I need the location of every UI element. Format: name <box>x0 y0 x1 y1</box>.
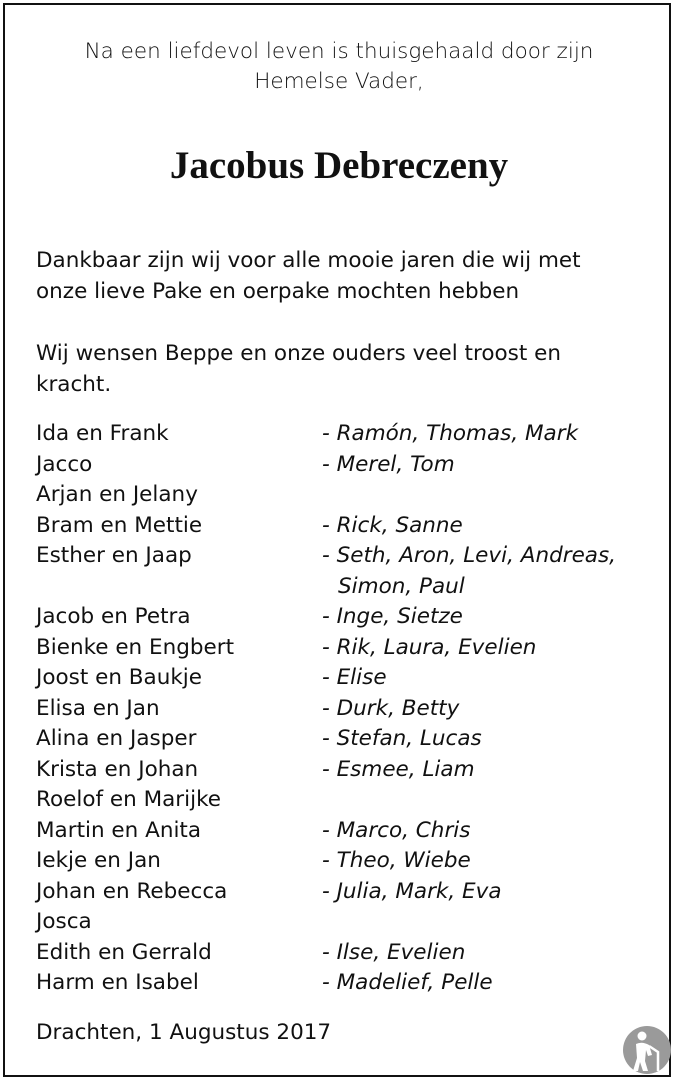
deceased-name: Jacobus Debreczeny <box>169 144 509 187</box>
gratitude-line-2: onze lieve Pake en oerpake mochten hebben <box>36 278 520 304</box>
children-names: - Esmee, Liam <box>322 756 475 782</box>
children-names: - Stefan, Lucas <box>322 726 482 751</box>
list-item <box>36 785 656 816</box>
parents-name: Bienke en Engbert <box>36 634 235 660</box>
list-item <box>36 541 656 602</box>
list-item <box>36 694 656 725</box>
place-date: Drachten, 1 Augustus 2017 <box>36 1020 332 1045</box>
list-item <box>36 450 656 481</box>
gratitude-paragraph <box>36 246 636 307</box>
list-item <box>36 755 656 786</box>
children-names: - Theo, Wiebe <box>322 848 471 873</box>
children-names <box>322 541 652 602</box>
list-item <box>36 968 656 999</box>
parents-name: Alina en Jasper <box>36 726 197 751</box>
list-item <box>36 846 656 877</box>
parents-name: Jacco <box>36 451 93 477</box>
parents-name: Iekje en Jan <box>36 848 161 873</box>
intro-line-2: Hemelse Vader, <box>254 69 424 94</box>
parents-name: Edith en Gerrald <box>36 939 212 965</box>
children-names: - Marco, Chris <box>322 817 471 843</box>
children-names: - Rik, Laura, Evelien <box>322 634 537 660</box>
list-item <box>36 724 656 755</box>
parents-name: Jacob en Petra <box>36 604 191 629</box>
list-item <box>36 511 656 542</box>
wish-line-1: Wij wensen Beppe en onze ouders veel troost en <box>36 341 561 366</box>
list-item <box>36 938 656 969</box>
gratitude-line-1: Dankbaar zijn wij voor alle mooie jaren die wij met <box>36 248 581 273</box>
parents-name: Arjan en Jelany <box>36 482 198 507</box>
parents-name: Elisa en Jan <box>36 695 160 721</box>
list-item <box>36 602 656 633</box>
parents-name: Harm en Isabel <box>36 970 199 995</box>
children-names: - Merel, Tom <box>322 451 455 477</box>
list-item <box>36 907 656 938</box>
intro-line-1: Na een liefdevol leven is thuisgehaald door zijn <box>84 39 594 64</box>
children-line-1: - Seth, Aron, Levi, Andreas, <box>322 543 617 568</box>
wish-paragraph <box>36 339 636 400</box>
elderly-person-with-cane-icon <box>622 1025 672 1075</box>
children-names: - Durk, Betty <box>322 695 460 721</box>
list-item <box>36 877 656 908</box>
children-names: - Ilse, Evelien <box>322 939 466 965</box>
parents-name: Joost en Baukje <box>36 665 203 690</box>
notice-frame <box>3 3 671 1077</box>
list-item <box>36 633 656 664</box>
children-names: - Rick, Sanne <box>322 512 463 538</box>
parents-name: Ida en Frank <box>36 421 169 446</box>
parents-name: Bram en Mettie <box>36 512 203 538</box>
children-names: - Julia, Mark, Eva <box>322 878 502 904</box>
list-item <box>36 480 656 511</box>
parents-name: Josca <box>36 909 92 934</box>
list-item <box>36 419 656 450</box>
list-item <box>36 816 656 847</box>
children-names: - Madelief, Pelle <box>322 970 493 995</box>
wish-line-2: kracht. <box>36 371 112 397</box>
family-list <box>36 419 656 999</box>
parents-name: Esther en Jaap <box>36 543 192 568</box>
parents-name: Johan en Rebecca <box>36 878 228 904</box>
list-item <box>36 663 656 694</box>
parents-name: Roelof en Marijke <box>36 787 221 812</box>
children-names: - Inge, Sietze <box>322 604 463 629</box>
parents-name: Martin en Anita <box>36 817 202 843</box>
intro-text <box>5 37 673 97</box>
children-names: - Elise <box>322 665 387 690</box>
children-names: - Ramón, Thomas, Mark <box>322 421 579 446</box>
parents-name: Krista en Johan <box>36 756 199 782</box>
children-line-2: Simon, Paul <box>338 573 465 599</box>
